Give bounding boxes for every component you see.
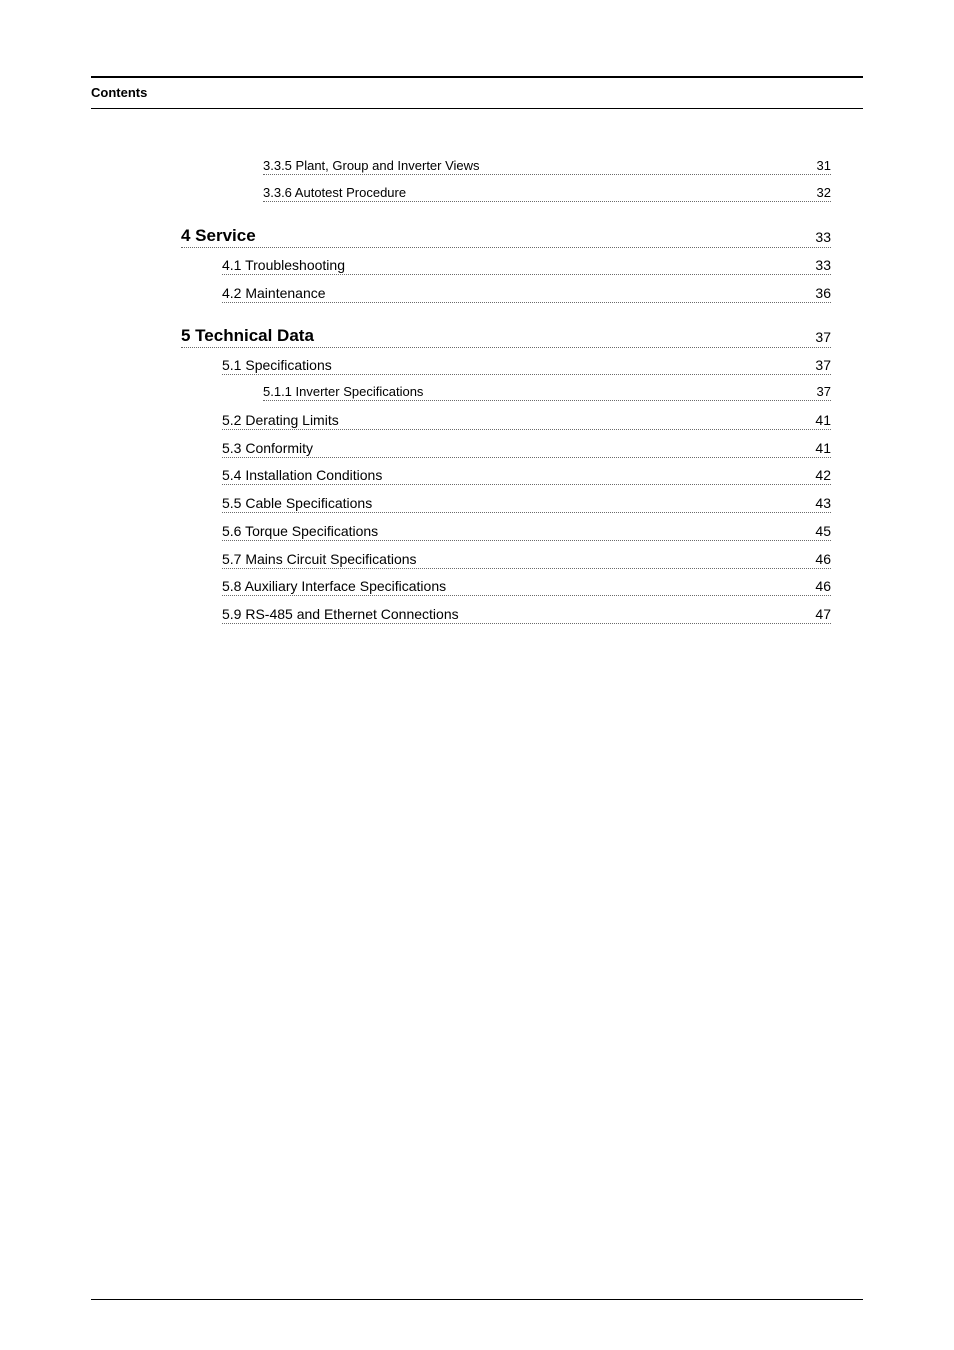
toc-entry-page: 33 <box>815 229 831 245</box>
toc-entry-page: 37 <box>815 329 831 345</box>
toc-entry-title: 3.3.5 Plant, Group and Inverter Views <box>263 158 480 173</box>
toc-entry-title: 5.7 Mains Circuit Specifications <box>222 551 417 567</box>
toc-entry-page: 31 <box>816 158 831 173</box>
toc-entry-title: 5.9 RS-485 and Ethernet Connections <box>222 606 459 622</box>
toc-entry-page: 36 <box>815 285 831 301</box>
toc-entry[interactable] <box>222 495 831 513</box>
toc-chapter-entry[interactable] <box>181 326 831 348</box>
toc-entry[interactable] <box>222 523 831 541</box>
toc-entry[interactable] <box>222 467 831 485</box>
toc-entry-page: 46 <box>815 551 831 567</box>
header-top-rule <box>91 76 863 78</box>
toc-entry-page: 37 <box>816 384 831 399</box>
toc-entry[interactable] <box>222 285 831 303</box>
toc-entry-page: 47 <box>815 606 831 622</box>
footer-rule <box>91 1299 863 1300</box>
toc-entry[interactable] <box>222 578 831 596</box>
toc-entry-title: 5.1.1 Inverter Specifications <box>263 384 424 399</box>
toc-entry[interactable] <box>222 440 831 458</box>
toc-entry[interactable] <box>263 185 831 202</box>
toc-entry-title: 5.5 Cable Specifications <box>222 495 373 511</box>
toc-entry-page: 33 <box>815 257 831 273</box>
running-header-title: Contents <box>91 85 148 100</box>
toc-entry[interactable] <box>222 412 831 430</box>
toc-entry-page: 32 <box>816 185 831 200</box>
toc-entry[interactable] <box>263 384 831 401</box>
toc-entry-page: 46 <box>815 578 831 594</box>
toc-entry[interactable] <box>222 551 831 569</box>
toc-entry-page: 42 <box>815 467 831 483</box>
toc-entry-page: 41 <box>815 412 831 428</box>
toc-entry-title: 5.8 Auxiliary Interface Specifications <box>222 578 447 594</box>
toc-entry-title: 5.6 Torque Specifications <box>222 523 379 539</box>
toc-entry-title: 5.2 Derating Limits <box>222 412 339 428</box>
toc-entry-title: 4.1 Troubleshooting <box>222 257 345 273</box>
toc-chapter-title: 5 Technical Data <box>181 326 314 345</box>
toc-entry[interactable] <box>263 158 831 175</box>
toc-entry-title: 4.2 Maintenance <box>222 285 326 301</box>
toc-entry[interactable] <box>222 606 831 624</box>
toc-entry-title: 5.4 Installation Conditions <box>222 467 383 483</box>
toc-chapter-title: 4 Service <box>181 226 256 245</box>
toc-entry[interactable] <box>222 257 831 275</box>
toc-entry-title: 5.1 Specifications <box>222 357 332 373</box>
toc-entry-title: 5.3 Conformity <box>222 440 314 456</box>
toc-entry[interactable] <box>222 357 831 375</box>
toc-chapter-entry[interactable] <box>181 226 831 248</box>
toc-entry-page: 41 <box>815 440 831 456</box>
toc-entry-page: 45 <box>815 523 831 539</box>
toc-entry-page: 37 <box>815 357 831 373</box>
header-bottom-rule <box>91 108 863 109</box>
toc-entry-page: 43 <box>815 495 831 511</box>
toc-entry-title: 3.3.6 Autotest Procedure <box>263 185 407 200</box>
